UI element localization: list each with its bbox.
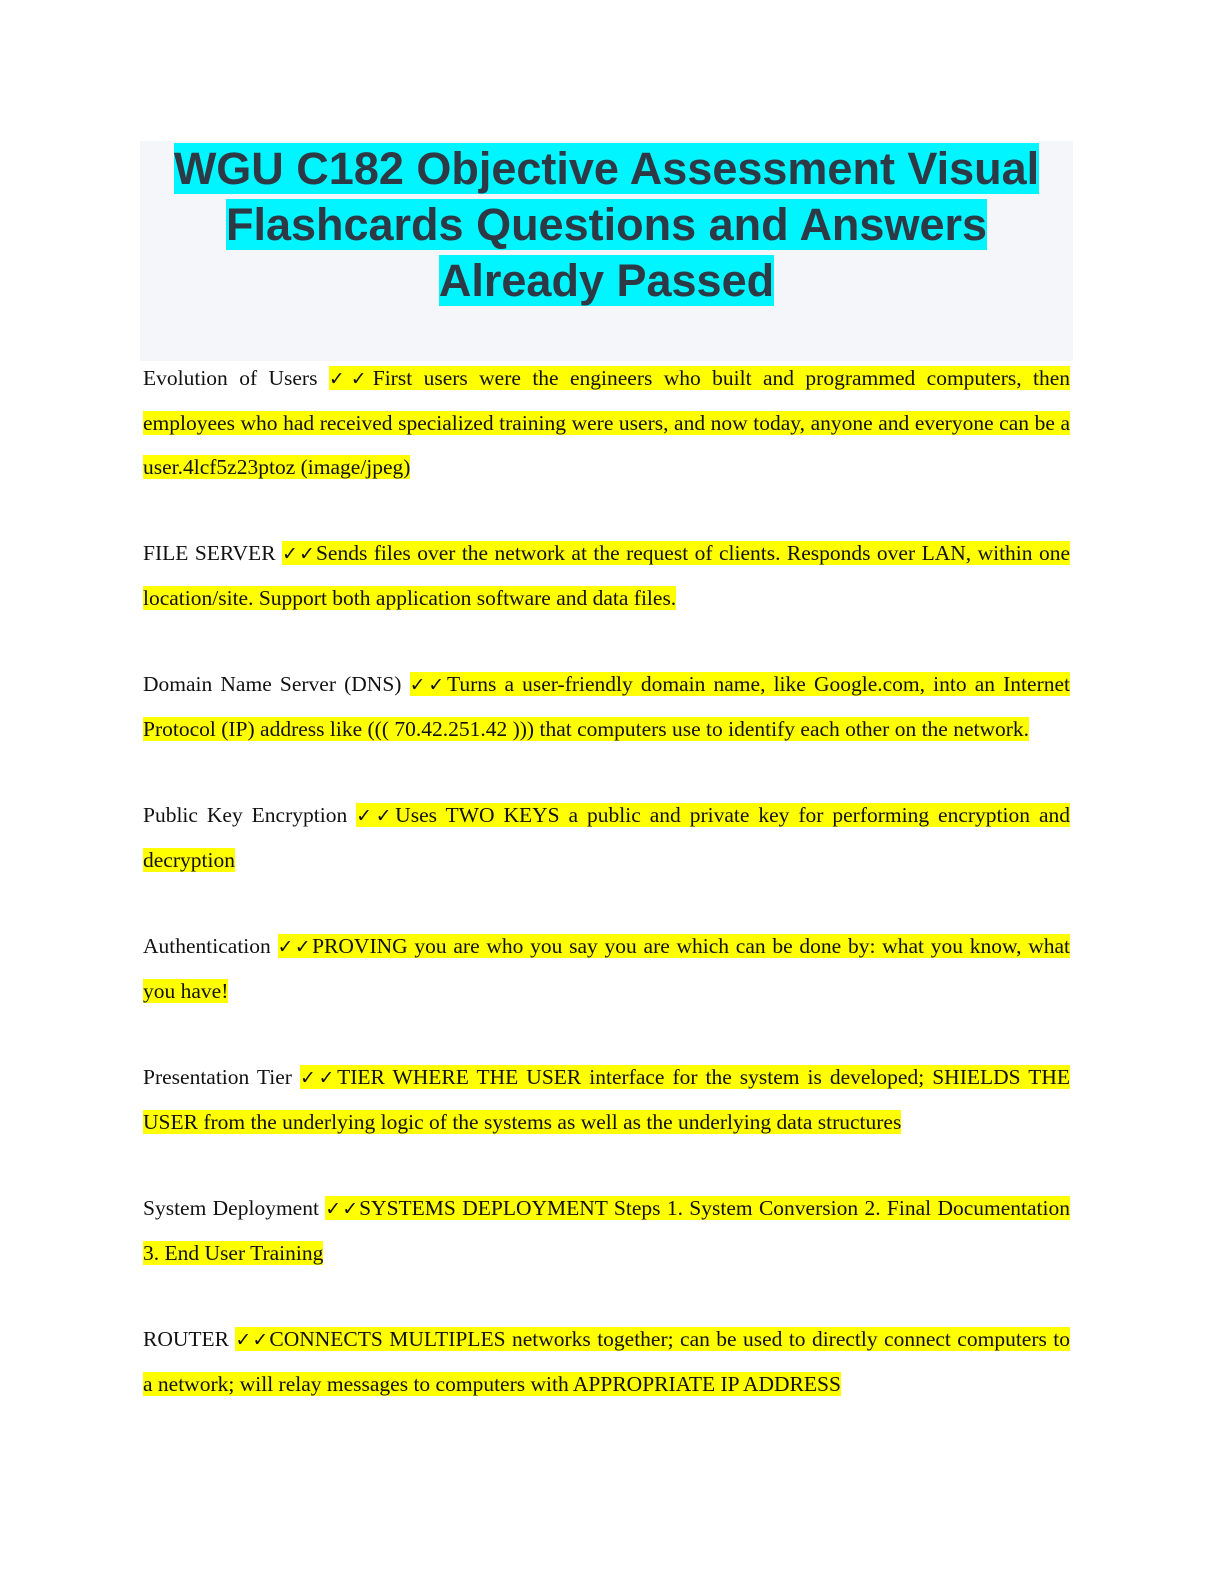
flashcard-term: Domain Name Server (DNS) xyxy=(143,672,410,696)
document-title xyxy=(140,141,1073,309)
flashcard-entry xyxy=(143,1186,1070,1275)
check-mark-icon: ✓✓ xyxy=(356,805,396,827)
flashcard-list xyxy=(143,356,1070,1448)
title-block xyxy=(140,141,1073,361)
flashcard-entry xyxy=(143,793,1070,882)
flashcard-term: FILE SERVER xyxy=(143,541,282,565)
flashcard-term: Presentation Tier xyxy=(143,1065,300,1089)
flashcard-term: System Deployment xyxy=(143,1196,326,1220)
flashcard-answer-text: Uses TWO KEYS a public and private key for performing encryption and decryption xyxy=(143,803,1070,872)
flashcard-answer-text: First users were the engineers who built and programmed computers, then employees who had received specialized training were users, and now today, anyone and everyone can be a user.4lcf5z23ptoz (image/jpeg) xyxy=(143,366,1071,479)
flashcard-term: Public Key Encryption xyxy=(143,803,357,827)
flashcard-entry xyxy=(143,531,1070,620)
flashcard-answer xyxy=(143,934,1070,1003)
flashcard-term: Authentication xyxy=(143,934,278,958)
flashcard-answer-text: SYSTEMS DEPLOYMENT Steps 1. System Conversion 2. Final Documentation 3. End User Training xyxy=(143,1196,1071,1265)
check-mark-icon: ✓✓ xyxy=(409,674,447,696)
flashcard-term: Evolution of Users xyxy=(143,366,329,390)
flashcard-entry xyxy=(143,1317,1070,1406)
title-line-3: Already Passed xyxy=(438,255,775,306)
flashcard-answer-text: PROVING you are who you say you are which can be done by: what you know, what you have! xyxy=(143,934,1070,1003)
check-mark-icon: ✓✓ xyxy=(328,368,373,390)
flashcard-answer-text: Sends files over the network at the request of clients. Responds over LAN, within one location/site. Support both application software and data files. xyxy=(143,541,1070,610)
flashcard-entry xyxy=(143,1055,1070,1144)
flashcard-entry xyxy=(143,662,1070,751)
flashcard-entry xyxy=(143,356,1070,489)
title-line-2: Flashcards Questions and Answers xyxy=(225,199,988,250)
check-mark-icon: ✓✓ xyxy=(299,1067,338,1089)
flashcard-term: ROUTER xyxy=(143,1327,236,1351)
flashcard-answer xyxy=(143,1327,1070,1396)
title-line-1: WGU C182 Objective Assessment Visual xyxy=(173,143,1040,194)
check-mark-icon: ✓✓ xyxy=(235,1329,270,1351)
flashcard-answer xyxy=(143,541,1070,610)
check-mark-icon: ✓✓ xyxy=(281,543,316,565)
flashcard-answer-text: CONNECTS MULTIPLES networks together; can be used to directly connect computers to a network; will relay messages to computers with APPROPRIATE IP ADDRESS xyxy=(143,1327,1071,1396)
check-mark-icon: ✓✓ xyxy=(325,1198,360,1220)
flashcard-answer-text: Turns a user-friendly domain name, like Google.com, into an Internet Protocol (IP) address like ((( 70.42.251.42 ))) that computers use to identify each other on the network. xyxy=(143,672,1070,741)
flashcard-entry xyxy=(143,924,1070,1013)
flashcard-answer-text: TIER WHERE THE USER interface for the system is developed; SHIELDS THE USER from the underlying logic of the systems as well as the underlying data structures xyxy=(143,1065,1071,1134)
check-mark-icon: ✓✓ xyxy=(277,936,313,958)
